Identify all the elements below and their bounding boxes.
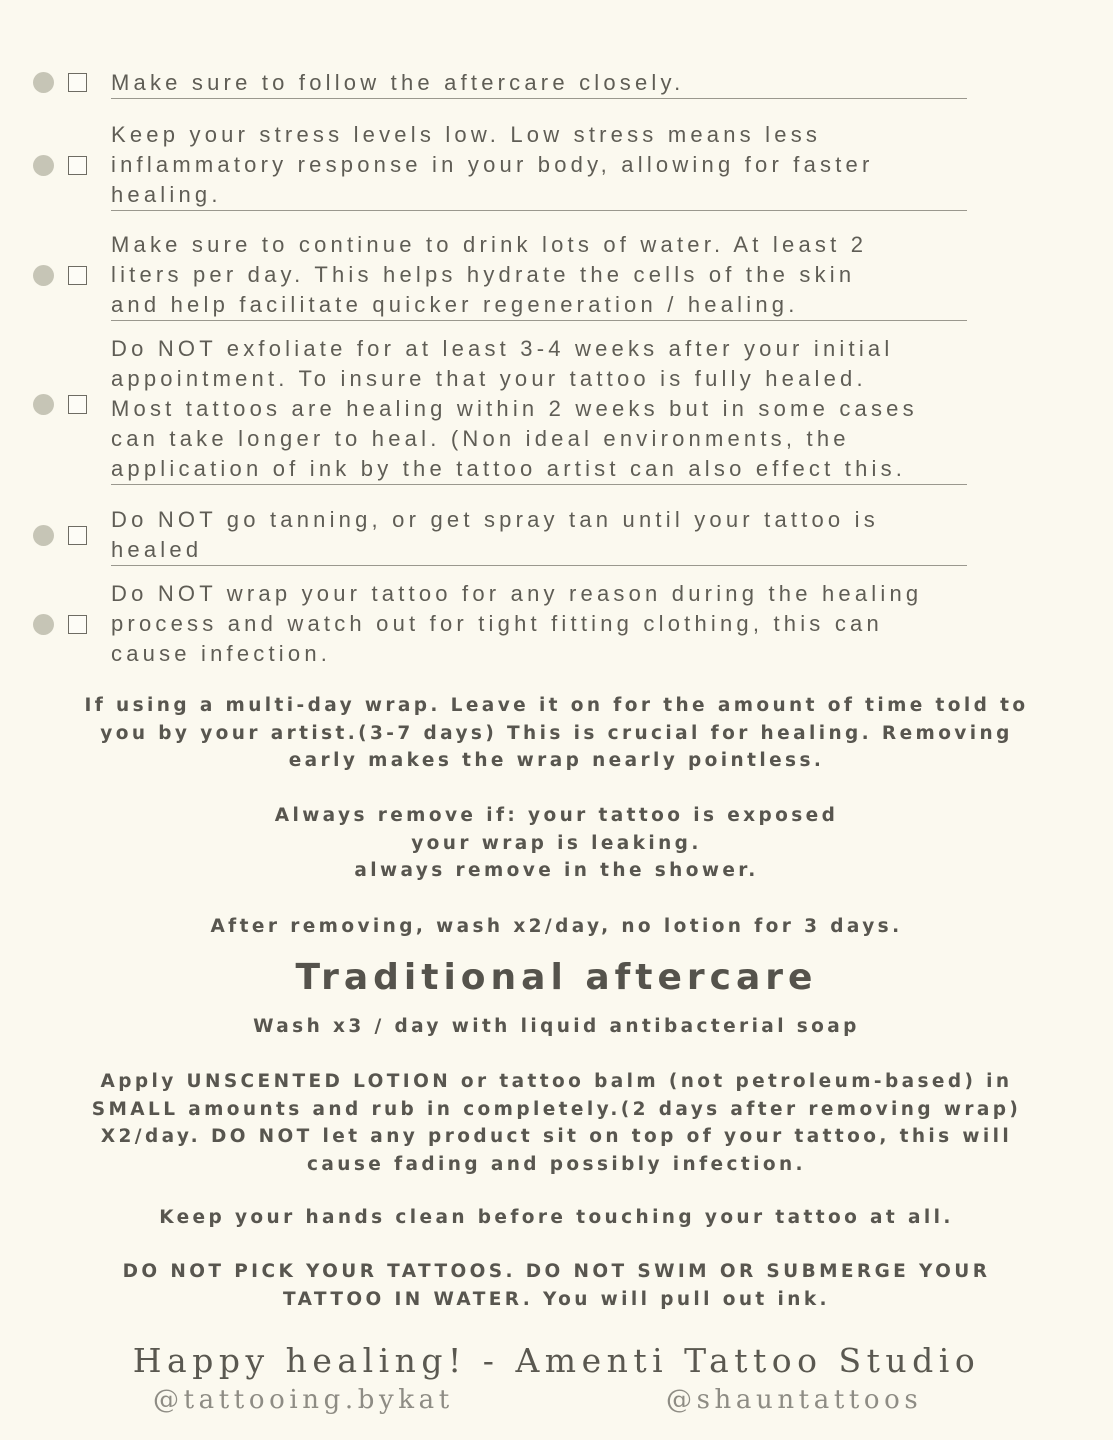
hands-instructions: Keep your hands clean before touching your tattoo at all. [159,1207,954,1228]
bullet-dot-icon [33,394,54,415]
checklist-text: Do NOT exfoliate for at least 3-4 weeks after your initial appointment. To insure that your tattoo is fully healed. Most tattoos are healing within 2 weeks but in some cases can take longer to heal. (Non ideal environments, the application of ink by the tattoo artist can also effect this. [111,336,918,481]
checkbox[interactable] [68,73,87,92]
wrap-intro-text: If using a multi-day wrap. Leave it on for the amount of time told to you by your artist.(3-7 days) This is crucial for healing. Removing early makes the wrap nearly pointless. [84,695,1029,771]
checklist-text: Do NOT wrap your tattoo for any reason during the healing process and watch out for tight fitting clothing, this can cause infection. [111,581,923,666]
wash-instructions: Wash x3 / day with liquid antibacterial soap [253,1016,860,1037]
checkbox[interactable] [68,526,87,545]
lotion-instructions: Apply UNSCENTED LOTION or tattoo balm (not petroleum-based) in SMALL amounts and rub in completely.(2 days after removing wrap) X2/day. DO NOT let any product sit on top of your tattoo, this will cause fading and possibly infection. [91,1071,1022,1175]
checkbox[interactable] [68,615,87,634]
warning-text: DO NOT PICK YOUR TATTOOS. DO NOT SWIM OR SUBMERGE YOUR TATTOO IN WATER. You will pull out ink. [122,1261,991,1310]
checkbox[interactable] [68,266,87,285]
checkbox[interactable] [68,156,87,175]
checklist-text: Keep your stress levels low. Low stress means less inflammatory response in your body, allowing for faster healing. [111,122,874,207]
bullet-dot-icon [33,72,54,93]
checklist-text: Make sure to follow the aftercare closely. [111,70,685,95]
signoff-text: Happy healing! - Amenti Tattoo Studio [132,1341,981,1380]
section-heading: Traditional aftercare [295,957,818,998]
bullet-dot-icon [33,155,54,176]
divider-line [111,210,967,211]
divider-line [111,484,967,485]
checkbox[interactable] [68,395,87,414]
checklist-text: Make sure to continue to drink lots of water. At least 2 liters per day. This helps hydrate the cells of the skin and help facilitate quicker regeneration / healing. [111,232,868,317]
social-handle-left: @tattooing.bykat [153,1385,454,1415]
remove-if-text: Always remove if: your tattoo is exposed your wrap is leaking. always remove in the shower. [274,805,839,881]
bullet-dot-icon [33,525,54,546]
divider-line [111,565,967,566]
social-handle-right: @shauntattoos [666,1385,923,1415]
bullet-dot-icon [33,614,54,635]
after-removing-text: After removing, wash x2/day, no lotion for 3 days. [210,916,903,937]
bullet-dot-icon [33,265,54,286]
divider-line [111,98,967,99]
divider-line [111,320,967,321]
checklist-text: Do NOT go tanning, or get spray tan until your tattoo is healed [111,507,879,562]
